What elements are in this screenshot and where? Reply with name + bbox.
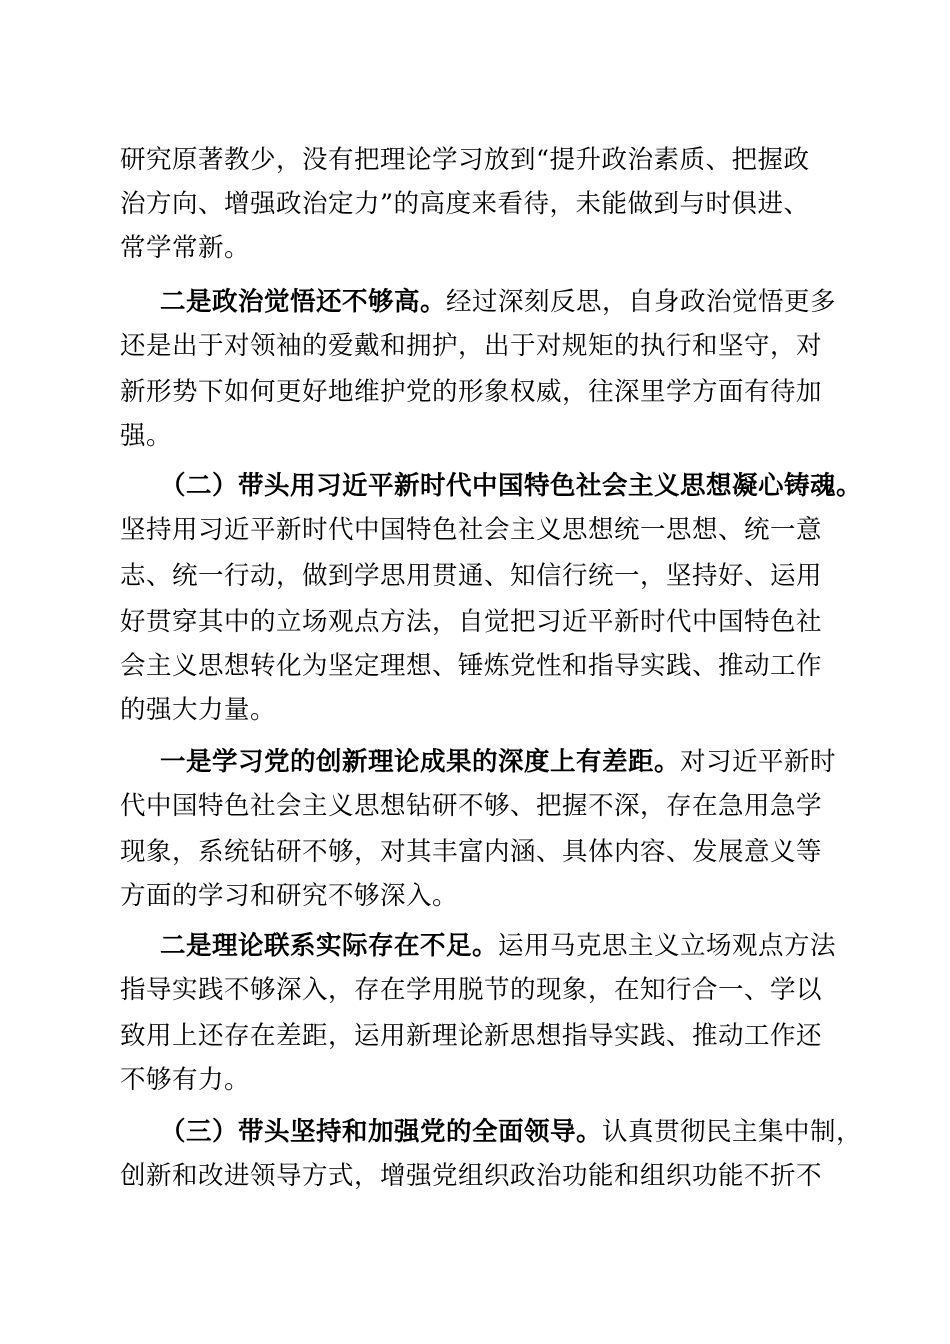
line-text: 坚持用习近平新时代中国特色社会主义思想统一思想、统一意 xyxy=(120,515,823,545)
section-heading: （三）带头坚持和加强党的全面领导。 xyxy=(160,1117,603,1147)
section-heading-line xyxy=(160,1110,862,1154)
text-line xyxy=(120,554,822,598)
line-text: 指导实践不够深入，存在学用脱节的现象，在知行合一、学以 xyxy=(120,975,823,1005)
line-text: 不够有力。 xyxy=(120,1065,251,1095)
paragraph-heading: 一是学习党的创新理论成果的深度上有差距。 xyxy=(160,747,681,777)
line-text: 还是出于对领袖的爱戴和拥护，出于对规矩的执行和坚守，对 xyxy=(120,331,823,361)
text-line xyxy=(120,1154,822,1198)
line-text: 志、统一行动，做到学思用贯通、知信行统一，坚持好、运用 xyxy=(120,561,823,591)
line-text: 现象，系统钻研不够，对其丰富内涵、具体内容、发展意义等 xyxy=(120,837,823,867)
text-line xyxy=(120,182,810,226)
text-line xyxy=(120,138,810,182)
text-line xyxy=(120,968,822,1012)
line-text: 创新和改进领导方式，增强党组织政治功能和组织功能不折不 xyxy=(120,1161,823,1191)
text-line xyxy=(120,600,822,644)
text-line xyxy=(120,324,822,368)
paragraph-first-line xyxy=(160,280,836,324)
line-text: 常学常新。 xyxy=(120,233,251,263)
text-line xyxy=(120,414,172,458)
line-text: 方面的学习和研究不够深入。 xyxy=(120,881,459,911)
paragraph-heading: 二是政治觉悟还不够高。 xyxy=(160,287,447,317)
line-text: 会主义思想转化为坚定理想、锤炼党性和指导实践、推动工作 xyxy=(120,651,823,681)
text-line xyxy=(120,874,458,918)
text-line xyxy=(120,508,822,552)
line-text: 致用上还存在差距，运用新理论新思想指导实践、推动工作还 xyxy=(120,1021,823,1051)
line-text: 对习近平新时 xyxy=(680,747,837,777)
line-text: 新形势下如何更好地维护党的形象权威，往深里学方面有待加 xyxy=(120,377,823,407)
text-line xyxy=(120,784,822,828)
text-line xyxy=(120,644,822,688)
line-text: 运用马克思主义立场观点方法 xyxy=(498,931,837,961)
line-text: 经过深刻反思，自身政治觉悟更多 xyxy=(446,287,837,317)
text-line xyxy=(120,226,250,270)
text-line xyxy=(120,1058,250,1102)
line-text: 的强大力量。 xyxy=(120,695,277,725)
paragraph-first-line xyxy=(160,924,836,968)
section-heading-line xyxy=(160,464,862,508)
line-text: 治方向、增强政治定力”的高度来看待，未能做到与时俱进、 xyxy=(120,189,810,219)
line-text: 研究原著教少，没有把理论学习放到“提升政治素质、把握政 xyxy=(120,145,810,175)
text-line xyxy=(120,1014,822,1058)
text-line xyxy=(120,830,822,874)
paragraph-heading: 二是理论联系实际存在不足。 xyxy=(160,931,499,961)
line-text: 强。 xyxy=(120,421,173,451)
line-text: 认真贯彻民主集中制， xyxy=(602,1117,863,1147)
text-line xyxy=(120,370,822,414)
line-text: 代中国特色社会主义思想钻研不够、把握不深，存在急用急学 xyxy=(120,791,823,821)
line-text: 好贯穿其中的立场观点方法，自觉把习近平新时代中国特色社 xyxy=(120,607,823,637)
paragraph-first-line xyxy=(160,740,836,784)
text-line xyxy=(120,688,276,732)
section-heading: （二）带头用习近平新时代中国特色社会主义思想凝心铸魂。 xyxy=(160,471,863,501)
